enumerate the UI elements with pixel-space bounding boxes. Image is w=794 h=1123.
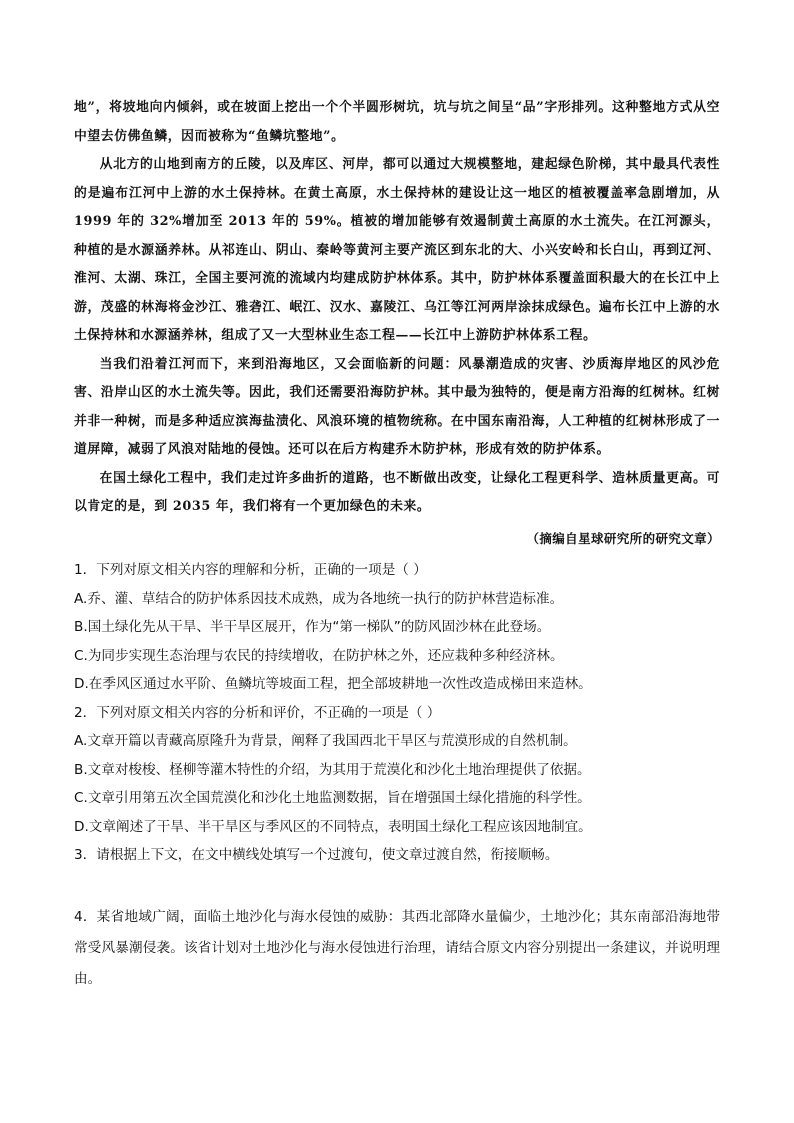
question-2-option-d: D.文章阐述了干旱、半干旱区与季风区的不同特点，表明国土绿化工程应该因地制宜。: [74, 818, 592, 835]
question-3-stem: 3．请根据上下文，在文中横线处填写一个过渡句，使文章过渡自然，衔接顺畅。: [74, 847, 559, 863]
source-citation: （摘编自星球研究所的研究文章）: [526, 531, 720, 546]
passage-paragraph: 从北方的山地到南方的丘陵，以及库区、河岸，都可以通过大规模整地，建起绿色阶梯，其中最具代表性的是遍布江河中上游的水土保持林。在黄土高原，水土保持林的建设让这一地区的植被覆盖率急剧增加，从 1999 年的 32%增加至 2013 年的 59%。植被的增加能够有效遏制黄土高原的水土流失。在江河源头，种植的是水源涵养林。从祁连山、阴山、秦岭等黄河主要产流区到东北的大、小兴安岭和长白山，再到辽河、淮河、太湖、珠江，全国主要河流的流域内均建成防护林体系。其中，防护林体系覆盖面积最大的在长江中上游，茂盛的林海将金沙江、雅砻江、岷江、汉水、嘉陵江、乌江等江河两岸涂抹成绿色。遍布长江中上游的水土保持林和水源涵养林，组成了又一大型林业生态工程——长江中上游防护林体系工程。: [74, 157, 720, 343]
question-1-option-a: A.乔、灌、草结合的防护体系因技术成熟，成为各地统一执行的防护林营造标准。: [74, 590, 564, 607]
question-1-stem: 1．下列对原文相关内容的理解和分析，正确的一项是（ ）: [74, 562, 427, 578]
question-2-option-c: C.文章引用第五次全国荒漠化和沙化土地监测数据，旨在增强国土绿化措施的科学性。: [74, 790, 591, 806]
question-4-stem: 4．某省地域广阔，面临土地沙化与海水侵蚀的威胁：其西北部降水量偏少，土地沙化；其东南部沿海地带常受风暴潮侵袭。该省计划对土地沙化与海水侵蚀进行治理，请结合原文内容分别提出一条建议，并说明理由。: [74, 909, 720, 987]
question-2-stem: 2．下列对原文相关内容的分析和评价，不正确的一项是（ ）: [74, 704, 441, 721]
passage-paragraph: 地”，将坡地向内倾斜，或在坡面上挖出一个个半圆形树坑，坑与坑之间呈“品”字形排列。这种整地方式从空中望去仿佛鱼鳞，因而被称为“鱼鳞坑整地”。: [74, 100, 720, 144]
question-1-option-b: B.国土绿化先从干旱、半干旱区展开，作为“第一梯队”的防风固沙林在此登场。: [74, 619, 551, 635]
question-2-option-a: A.文章开篇以青藏高原隆升为背景，阐释了我国西北干旱区与荒漠形成的自然机制。: [74, 733, 577, 749]
reading-passage: [74, 94, 720, 522]
passage-paragraph: 当我们沿着江河而下，来到沿海地区，又会面临新的问题：风暴潮造成的灾害、沙质海岸地区的风沙危害、沿岸山区的水土流失等。因此，我们还需要沿海防护林。其中最为独特的，便是南方沿海的红树林。红树并非一种树，而是多种适应滨海盐渍化、风浪环境的植物统称。在中国东南沿海，人工种植的红树林形成了一道屏障，减弱了风浪对陆地的侵蚀。还可以在后方构建乔木防护林，形成有效的防护体系。: [74, 356, 720, 457]
question-1-option-d: D.在季风区通过水平阶、鱼鳞坑等坡面工程，把全部坡耕地一次性改造成梯田来造林。: [74, 676, 592, 692]
question-2-option-b: B.文章对梭梭、柽柳等灌木特性的介绍，为其用于荒漠化和沙化土地治理提供了依据。: [74, 761, 591, 778]
question-1-option-c: C.为同步实现生态治理与农民的持续增收，在防护林之外，还应栽种多种经济林。: [74, 647, 564, 664]
passage-paragraph: 在国土绿化工程中，我们走过许多曲折的道路，也不断做出改变，让绿化工程更科学、造林质量更高。可以肯定的是，到 2035 年，我们将有一个更加绿色的未来。: [74, 470, 720, 514]
questions-section: [74, 556, 720, 870]
